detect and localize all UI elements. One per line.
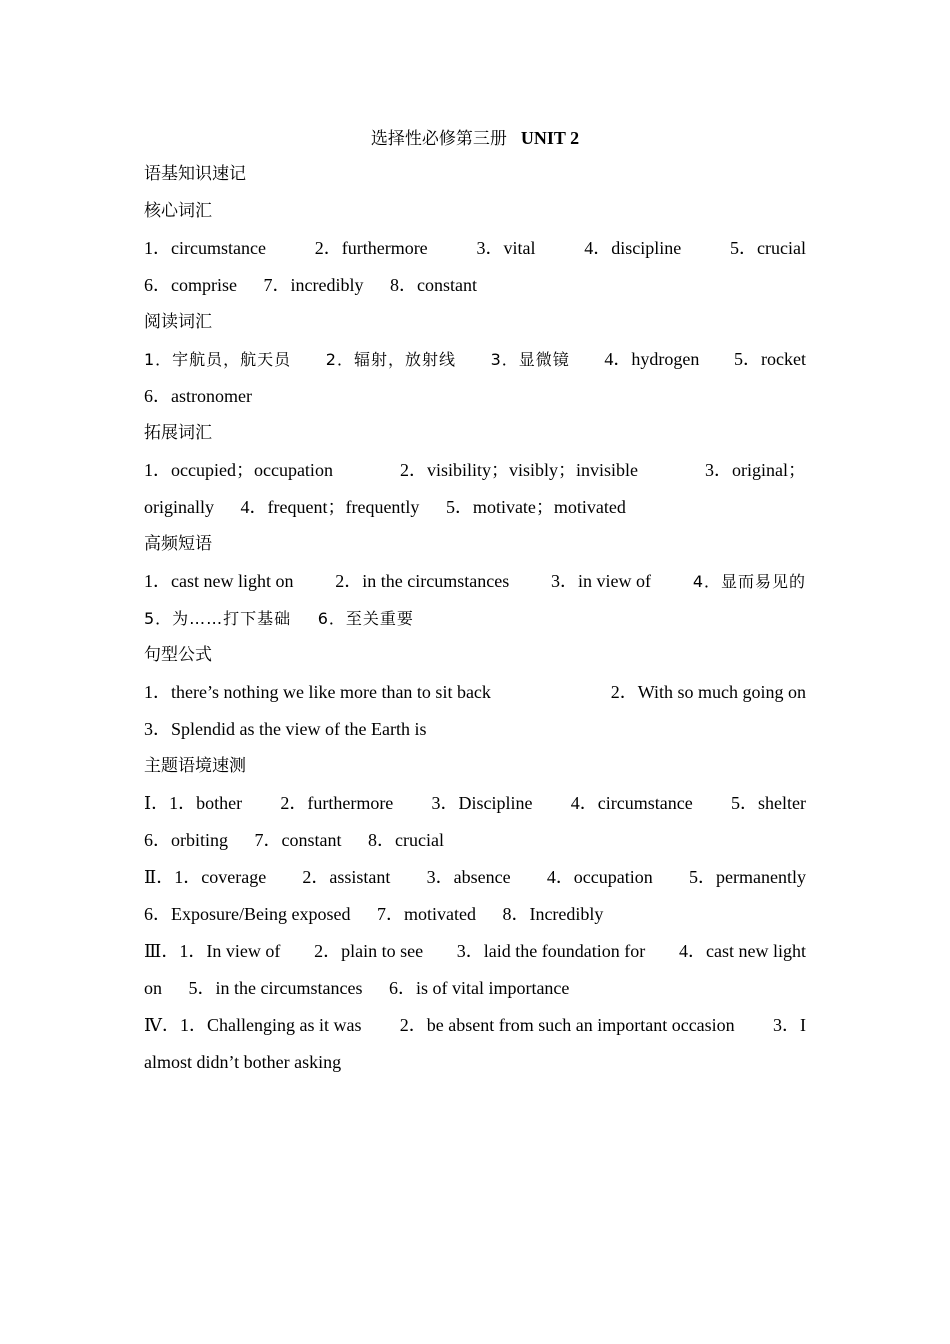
answer-line	[144, 489, 806, 526]
answer-item: 2．assistant	[302, 867, 391, 887]
answer-item: 6．Exposure/Being exposed	[144, 904, 351, 924]
answer-item: 2．furthermore	[314, 238, 428, 258]
answer-item: Ⅰ．1．bother	[144, 793, 243, 813]
answer-item: 4．frequent；frequently	[240, 497, 420, 517]
answer-item: 5．motivate；motivated	[445, 497, 626, 517]
answer-item: 3．original；	[704, 460, 806, 480]
answer-item: 5．为……打下基础	[144, 609, 292, 628]
answer-item: 1．circumstance	[144, 238, 266, 258]
answer-line	[144, 1007, 806, 1044]
answer-item: Ⅱ．1．coverage	[144, 867, 267, 887]
answer-item: 5．rocket	[733, 349, 806, 369]
answer-item: 6．至关重要	[317, 609, 414, 628]
answer-item: 6．astronomer	[144, 386, 252, 406]
answer-item: 2．visibility；visibly；invisible	[399, 460, 638, 480]
answer-item: originally	[144, 497, 214, 517]
document-page	[144, 120, 806, 1081]
section-heading-reading-vocab: 阅读词汇	[144, 312, 212, 332]
answer-item: 3．in view of	[551, 571, 652, 591]
answer-item: Ⅲ．1．In view of	[144, 941, 281, 961]
answer-item: 2．furthermore	[280, 793, 394, 813]
answer-item: 6．comprise	[144, 275, 237, 295]
answer-line	[144, 452, 806, 489]
answer-item: 4．cast new light	[679, 941, 806, 961]
answer-line	[144, 1044, 806, 1081]
answer-item: 3．I	[772, 1015, 806, 1035]
answer-item: 4．circumstance	[570, 793, 693, 813]
answer-item: 7．motivated	[376, 904, 476, 924]
answer-line	[144, 970, 806, 1007]
answer-item: 3．Discipline	[431, 793, 533, 813]
answer-line	[144, 896, 806, 933]
answer-line	[144, 785, 806, 822]
answer-item: 4．discipline	[584, 238, 682, 258]
page-title	[144, 120, 806, 156]
answer-item: 5．crucial	[729, 238, 806, 258]
title-unit: UNIT 2	[520, 128, 580, 148]
answer-line	[144, 230, 806, 267]
answer-item: 2．辐射，放射线	[325, 350, 456, 369]
answer-item: 1．there’s nothing we like more than to sit back	[144, 682, 491, 702]
answer-item: 6．is of vital importance	[388, 978, 570, 998]
answer-item: 1．cast new light on	[144, 571, 294, 591]
answer-line	[144, 600, 806, 637]
answer-line	[144, 933, 806, 970]
answer-item: 8．constant	[389, 275, 477, 295]
answer-item: 5．permanently	[689, 867, 806, 887]
answer-item: 3．vital	[476, 238, 536, 258]
answer-item: 3．显微镜	[490, 350, 570, 369]
answer-item: 4．occupation	[546, 867, 653, 887]
answer-item: 5．shelter	[730, 793, 806, 813]
answer-item: 6．orbiting	[144, 830, 228, 850]
answer-item: Ⅳ．1．Challenging as it was	[144, 1015, 362, 1035]
answer-item: 3．absence	[426, 867, 511, 887]
answer-item: on	[144, 978, 162, 998]
answer-item: 1．宇航员，航天员	[144, 350, 292, 369]
answer-line	[144, 267, 806, 304]
answer-item: 2．in the circumstances	[335, 571, 510, 591]
section-heading-patterns: 句型公式	[144, 645, 212, 665]
answer-item: 4．hydrogen	[604, 349, 700, 369]
answer-line	[144, 711, 806, 748]
section-heading-extended-vocab: 拓展词汇	[144, 423, 212, 443]
answer-item: 1．occupied；occupation	[144, 460, 333, 480]
answer-line	[144, 822, 806, 859]
title-chinese: 选择性必修第三册	[370, 129, 507, 149]
answer-item: 2．With so much going on	[610, 682, 806, 702]
answer-item: 7．constant	[254, 830, 342, 850]
answer-line	[144, 378, 806, 415]
answer-item: 8．crucial	[368, 830, 444, 850]
answer-item: 2．plain to see	[314, 941, 424, 961]
answer-line	[144, 674, 806, 711]
section-heading-context-test: 主题语境速测	[144, 756, 246, 776]
answer-item: 5．in the circumstances	[188, 978, 363, 998]
answer-item: 2．be absent from such an important occasion	[399, 1015, 735, 1035]
section-heading-core-vocab: 核心词汇	[144, 201, 212, 221]
answer-item: 4．显而易见的	[692, 572, 806, 591]
answer-line	[144, 859, 806, 896]
answer-line	[144, 563, 806, 600]
answer-line	[144, 341, 806, 378]
section-heading-phrases: 高频短语	[144, 534, 212, 554]
answer-item: 3．laid the foundation for	[456, 941, 646, 961]
section-heading-basics: 语基知识速记	[144, 164, 246, 184]
answer-item: 8．Incredibly	[502, 904, 604, 924]
answer-item: 7．incredibly	[263, 275, 364, 295]
answer-item: almost didn’t bother asking	[144, 1052, 342, 1072]
answer-item: 3．Splendid as the view of the Earth is	[144, 719, 427, 739]
